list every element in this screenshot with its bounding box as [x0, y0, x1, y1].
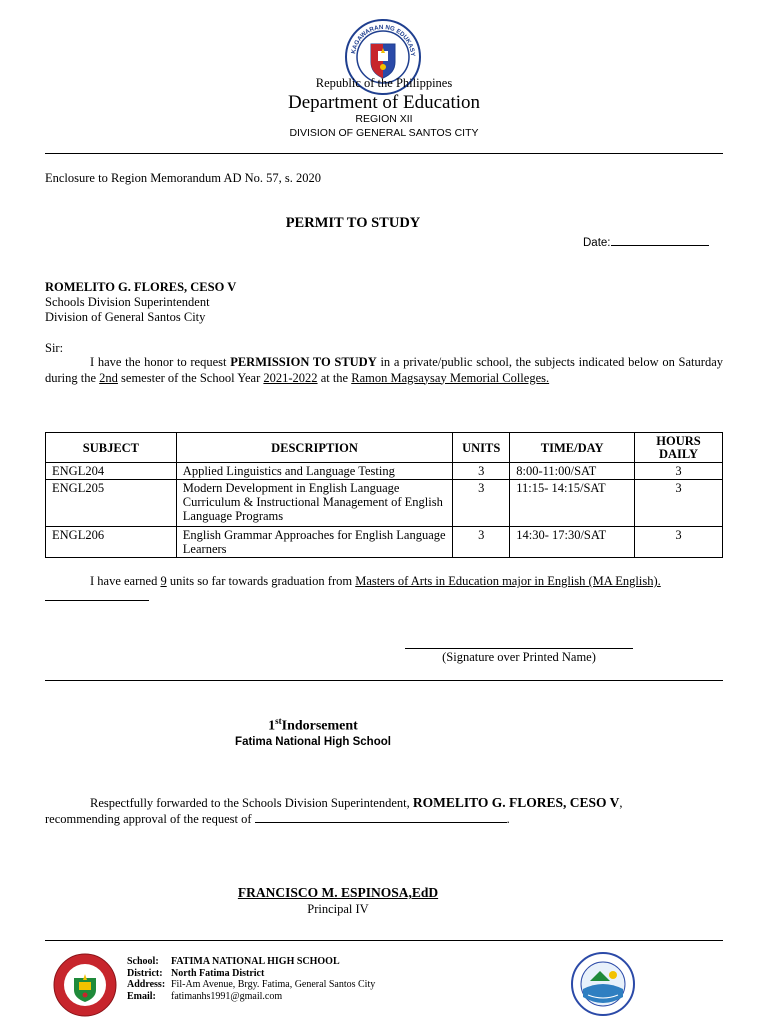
footer-divider	[45, 940, 723, 941]
header-divider	[45, 153, 723, 154]
earned-units-paragraph: I have earned 9 units so far towards graduation from Masters of Arts in Education major in English (MA English).	[45, 574, 723, 605]
table-row	[46, 527, 723, 558]
cell-description: English Grammar Approaches for English Language Learners	[176, 527, 452, 558]
school-year-value: 2021-2022	[263, 370, 318, 385]
header-republic: Republic of the Philippines	[315, 76, 453, 90]
fatima-nhs-logo	[52, 952, 118, 1018]
col-header-time: TIME/DAY	[510, 433, 635, 463]
indorsement-paragraph: Respectfully forwarded to the Schools Division Superintendent, ROMELITO G. FLORES, CESO V, recommending approval of the request of .	[45, 795, 623, 826]
date-field	[583, 234, 709, 249]
footer-email-line: Email: fatimanhs1991@gmail.com	[127, 990, 283, 1002]
subjects-table	[45, 432, 723, 558]
cell-subject: ENGL204	[46, 463, 177, 480]
footer-school-line: School: FATIMA NATIONAL HIGH SCHOOL	[127, 956, 340, 967]
col-header-description: DESCRIPTION	[176, 433, 452, 463]
cell-hours: 3	[635, 480, 723, 527]
cell-time: 8:00-11:00/SAT	[510, 463, 635, 480]
semester-value: 2nd	[99, 370, 118, 385]
signature-caption: (Signature over Printed Name)	[442, 650, 596, 664]
cell-units: 3	[453, 527, 510, 558]
cell-hours: 3	[635, 527, 723, 558]
footer-district-line: District: North Fatima District	[127, 967, 265, 979]
col-header-units: UNITS	[453, 433, 510, 463]
header-department: Department of Education	[287, 92, 481, 113]
footer-info	[127, 956, 375, 1002]
cell-units: 3	[453, 480, 510, 527]
indorsement-school: Fatima National High School	[235, 736, 391, 748]
earned-units-value: 9	[160, 574, 167, 588]
header-division: DIVISION OF GENERAL SANTOS CITY	[289, 127, 479, 139]
cell-subject: ENGL205	[46, 480, 177, 527]
program-value: Masters of Arts in Education major in English (MA English).	[355, 574, 661, 588]
cell-hours: 3	[635, 463, 723, 480]
section-divider	[45, 680, 723, 681]
footer-address-line: Address: Fil-Am Avenue, Brgy. Fatima, General Santos City	[127, 979, 376, 990]
permission-bold: PERMISSION TO STUDY	[230, 355, 377, 369]
principal-title: Principal IV	[307, 902, 369, 916]
cell-description: Modern Development in English Language Curriculum & Instructional Management of English Language Programs	[176, 480, 452, 527]
indorsement-title: 1stIndorsement	[268, 716, 358, 734]
division-gsc-logo	[570, 951, 636, 1017]
requester-blank	[255, 813, 507, 823]
addressee-position: Schools Division Superintendent	[45, 295, 210, 309]
cell-units: 3	[453, 463, 510, 480]
table-row	[46, 480, 723, 527]
enclosure-line: Enclosure to Region Memorandum AD No. 57, s. 2020	[45, 171, 322, 185]
col-header-hours: HOURS DAILY	[635, 433, 723, 463]
cell-description: Applied Linguistics and Language Testing	[176, 463, 452, 480]
table-row	[46, 463, 723, 480]
cell-time: 14:30- 17:30/SAT	[510, 527, 635, 558]
date-label: Date:	[583, 237, 611, 249]
request-paragraph: I have the honor to request PERMISSION TO STUDY in a private/public school, the subjects indicated below on Saturday during the 2nd semester of the School Year 2021-2022 at the Ramon Magsaysay Memorial Colleges.	[45, 355, 723, 385]
date-blank	[611, 234, 709, 246]
header-region: REGION XII	[355, 113, 413, 125]
table-header-row	[46, 433, 723, 463]
salutation: Sir:	[45, 341, 64, 355]
cell-subject: ENGL206	[46, 527, 177, 558]
page-title: PERMIT TO STUDY	[285, 215, 421, 231]
col-header-subject: SUBJECT	[46, 433, 177, 463]
addressee-office: Division of General Santos City	[45, 310, 206, 324]
svg-text:KAGAWARAN NG EDUKASYON: KAGAWARAN NG EDUKASY	[350, 23, 417, 57]
signature-line	[405, 648, 633, 649]
cell-time: 11:15- 14:15/SAT	[510, 480, 635, 527]
addressee-name: ROMELITO G. FLORES, CESO V	[45, 280, 237, 294]
principal-name: FRANCISCO M. ESPINOSA,EdD	[237, 885, 439, 900]
indorsement-superintendent: ROMELITO G. FLORES, CESO V	[412, 795, 620, 810]
school-name-value: Ramon Magsaysay Memorial Colleges.	[351, 370, 550, 385]
